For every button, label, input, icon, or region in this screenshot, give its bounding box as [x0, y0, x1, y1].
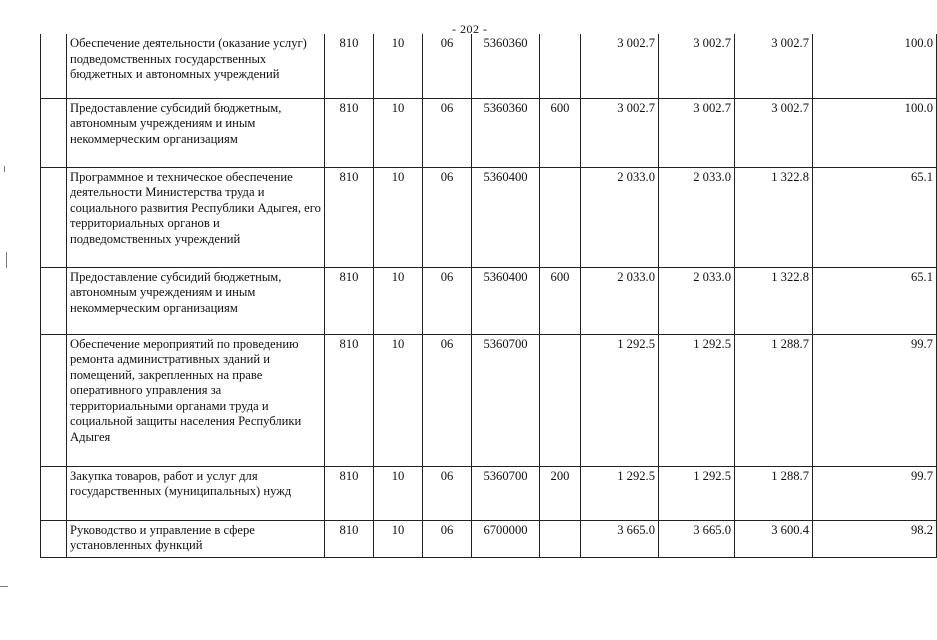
expense-type-cell	[540, 334, 581, 466]
item-name-cell: Обеспечение мероприятий по проведению ремонта административных зданий и помещений, закрепленных на праве оперативного управления за территориальными органами труда и социальной защиты населения Республики Адыгея	[67, 334, 325, 466]
plan-amount-cell: 3 002.7	[581, 98, 659, 167]
item-name-cell: Предоставление субсидий бюджетным, автономным учреждениям и иным некоммерческим организациям	[67, 98, 325, 167]
section-code-cell: 10	[374, 98, 423, 167]
refined-plan-cell: 1 292.5	[659, 334, 735, 466]
subsection-code-cell: 06	[423, 334, 472, 466]
refined-plan-cell: 3 002.7	[659, 34, 735, 98]
execution-percent-cell: 100.0	[813, 34, 937, 98]
margin-mark	[0, 586, 8, 587]
row-number-cell	[41, 466, 67, 520]
target-article-cell: 5360700	[472, 466, 540, 520]
target-article-cell: 6700000	[472, 520, 540, 557]
executed-amount-cell: 3 002.7	[735, 34, 813, 98]
table-row	[41, 98, 937, 167]
target-article-cell: 5360360	[472, 34, 540, 98]
ministry-code-cell: 810	[325, 267, 374, 334]
execution-percent-cell: 98.2	[813, 520, 937, 557]
expense-type-cell	[540, 167, 581, 267]
item-name-cell: Предоставление субсидий бюджетным, автономным учреждениям и иным некоммерческим организациям	[67, 267, 325, 334]
table-row	[41, 334, 937, 466]
ministry-code-cell: 810	[325, 167, 374, 267]
page-number: - 202 -	[452, 22, 488, 36]
executed-amount-cell: 3 600.4	[735, 520, 813, 557]
table-row	[41, 267, 937, 334]
refined-plan-cell: 2 033.0	[659, 267, 735, 334]
row-number-cell	[41, 167, 67, 267]
executed-amount-cell: 1 288.7	[735, 466, 813, 520]
target-article-cell: 5360360	[472, 98, 540, 167]
ministry-code-cell: 810	[325, 466, 374, 520]
item-name-cell: Руководство и управление в сфере установленных функций	[67, 520, 325, 557]
section-code-cell: 10	[374, 334, 423, 466]
margin-mark	[6, 252, 7, 268]
table-row	[41, 520, 937, 557]
ministry-code-cell: 810	[325, 334, 374, 466]
ministry-code-cell: 810	[325, 520, 374, 557]
subsection-code-cell: 06	[423, 34, 472, 98]
plan-amount-cell: 1 292.5	[581, 466, 659, 520]
executed-amount-cell: 1 288.7	[735, 334, 813, 466]
refined-plan-cell: 1 292.5	[659, 466, 735, 520]
row-number-cell	[41, 98, 67, 167]
row-number-cell	[41, 520, 67, 557]
item-name-cell: Программное и техническое обеспечение деятельности Министерства труда и социального развития Республики Адыгея, его территориальных органов и подведомственных учреждений	[67, 167, 325, 267]
section-code-cell: 10	[374, 167, 423, 267]
plan-amount-cell: 3 002.7	[581, 34, 659, 98]
executed-amount-cell: 3 002.7	[735, 98, 813, 167]
plan-amount-cell: 2 033.0	[581, 267, 659, 334]
executed-amount-cell: 1 322.8	[735, 167, 813, 267]
execution-percent-cell: 100.0	[813, 98, 937, 167]
ministry-code-cell: 810	[325, 98, 374, 167]
target-article-cell: 5360400	[472, 167, 540, 267]
table-row	[41, 466, 937, 520]
ministry-code-cell: 810	[325, 34, 374, 98]
subsection-code-cell: 06	[423, 466, 472, 520]
target-article-cell: 5360700	[472, 334, 540, 466]
expense-type-cell: 600	[540, 98, 581, 167]
expense-type-cell: 200	[540, 466, 581, 520]
expense-type-cell	[540, 34, 581, 98]
budget-table	[40, 34, 937, 558]
expense-type-cell	[540, 520, 581, 557]
subsection-code-cell: 06	[423, 520, 472, 557]
table-row	[41, 167, 937, 267]
executed-amount-cell: 1 322.8	[735, 267, 813, 334]
execution-percent-cell: 99.7	[813, 466, 937, 520]
row-number-cell	[41, 267, 67, 334]
subsection-code-cell: 06	[423, 167, 472, 267]
refined-plan-cell: 3 665.0	[659, 520, 735, 557]
item-name-cell: Закупка товаров, работ и услуг для государственных (муниципальных) нужд	[67, 466, 325, 520]
refined-plan-cell: 3 002.7	[659, 98, 735, 167]
section-code-cell: 10	[374, 34, 423, 98]
item-name-cell: Обеспечение деятельности (оказание услуг) подведомственных государственных бюджетных и автономных учреждений	[67, 34, 325, 98]
subsection-code-cell: 06	[423, 267, 472, 334]
row-number-cell	[41, 334, 67, 466]
subsection-code-cell: 06	[423, 98, 472, 167]
execution-percent-cell: 65.1	[813, 267, 937, 334]
section-code-cell: 10	[374, 466, 423, 520]
execution-percent-cell: 99.7	[813, 334, 937, 466]
plan-amount-cell: 1 292.5	[581, 334, 659, 466]
section-code-cell: 10	[374, 267, 423, 334]
plan-amount-cell: 2 033.0	[581, 167, 659, 267]
execution-percent-cell: 65.1	[813, 167, 937, 267]
plan-amount-cell: 3 665.0	[581, 520, 659, 557]
target-article-cell: 5360400	[472, 267, 540, 334]
refined-plan-cell: 2 033.0	[659, 167, 735, 267]
table-row	[41, 34, 937, 98]
expense-type-cell: 600	[540, 267, 581, 334]
margin-mark	[4, 166, 5, 172]
section-code-cell: 10	[374, 520, 423, 557]
row-number-cell	[41, 34, 67, 98]
